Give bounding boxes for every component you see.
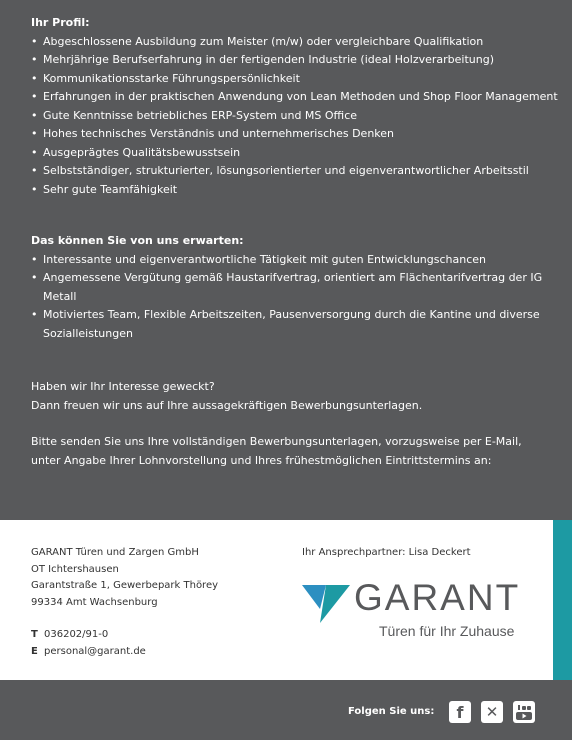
list-item: • Kommunikationsstarke Führungspersönlichkeit bbox=[31, 70, 561, 89]
contact-info bbox=[31, 627, 146, 660]
list-item: • Erfahrungen in der praktischen Anwendung von Lean Methoden und Shop Floor Management bbox=[31, 88, 561, 107]
list-item: • Ausgeprägtes Qualitätsbewusstsein bbox=[31, 144, 561, 163]
contact-person: Ihr Ansprechpartner: Lisa Deckert bbox=[302, 547, 471, 558]
list-item: • Hohes technisches Verständnis und unternehmerisches Denken bbox=[31, 125, 561, 144]
interest-line-2: Dann freuen wir uns auf Ihre aussagekräftigen Bewerbungsunterlagen. bbox=[31, 398, 423, 412]
address-street: Garantstraße 1, Gewerbepark Thörey bbox=[31, 580, 219, 591]
list-item: • Sehr gute Teamfähigkeit bbox=[31, 181, 561, 200]
email-line bbox=[31, 644, 146, 661]
company-name: GARANT Türen und Zargen GmbH bbox=[31, 547, 199, 558]
profile-list bbox=[31, 33, 561, 200]
offer-heading: Das können Sie von uns erwarten: bbox=[31, 234, 244, 247]
list-item: • Angemessene Vergütung gemäß Haustarifvertrag, orientiert am Flächentarifvertrag der IG Metall bbox=[31, 269, 561, 306]
instructions-line-1: Bitte senden Sie uns Ihre vollständigen Bewerbungsunterlagen, vorzugsweise per E-Mail, bbox=[31, 435, 522, 448]
address-city: 99334 Amt Wachsenburg bbox=[31, 596, 158, 608]
garant-logo bbox=[302, 577, 547, 643]
xing-icon[interactable]: ✕ bbox=[481, 701, 503, 723]
list-item: • Mehrjährige Berufserfahrung in der fertigenden Industrie (ideal Holzverarbeitung) bbox=[31, 51, 561, 70]
email-label: E bbox=[31, 645, 38, 657]
phone-label: T bbox=[31, 629, 38, 640]
list-item: • Abgeschlossene Ausbildung zum Meister (m/w) oder vergleichbare Qualifikation bbox=[31, 33, 561, 52]
company-address bbox=[31, 545, 218, 611]
list-item: • Interessante und eigenverantwortliche Tätigkeit mit guten Entwicklungschancen bbox=[31, 251, 561, 270]
interest-line-1: Haben wir Ihr Interesse geweckt? bbox=[31, 380, 215, 393]
content-body bbox=[31, 14, 561, 470]
phone-line bbox=[31, 627, 146, 644]
youtube-icon[interactable] bbox=[513, 701, 535, 723]
email-link[interactable]: personal@garant.de bbox=[44, 645, 146, 657]
offer-list bbox=[31, 251, 561, 344]
logo-mark-icon bbox=[302, 585, 350, 625]
accent-stripe bbox=[553, 520, 572, 680]
instructions-line-2: unter Angabe Ihrer Lohnvorstellung und Ihres frühestmöglichen Eintrittstermins an: bbox=[31, 453, 492, 467]
logo-tagline: Türen für Ihr Zuhause bbox=[379, 623, 515, 639]
list-item: • Motiviertes Team, Flexible Arbeitszeiten, Pausenversorgung durch die Kantine und diverse Sozialleistungen bbox=[31, 306, 561, 343]
logo-wordmark: GARANT bbox=[354, 577, 521, 618]
profile-heading: Ihr Profil: bbox=[31, 16, 90, 29]
facebook-icon[interactable]: f bbox=[449, 701, 471, 723]
address-district: OT Ichtershausen bbox=[31, 563, 119, 575]
phone-number[interactable]: 036202/91-0 bbox=[44, 629, 109, 640]
list-item: • Selbstständiger, strukturierter, lösungsorientierter und eigenverantwortlicher Arbeitsstil bbox=[31, 162, 561, 181]
follow-label: Folgen Sie uns: bbox=[348, 706, 435, 717]
list-item: • Gute Kenntnisse betriebliches ERP-System und MS Office bbox=[31, 107, 561, 126]
